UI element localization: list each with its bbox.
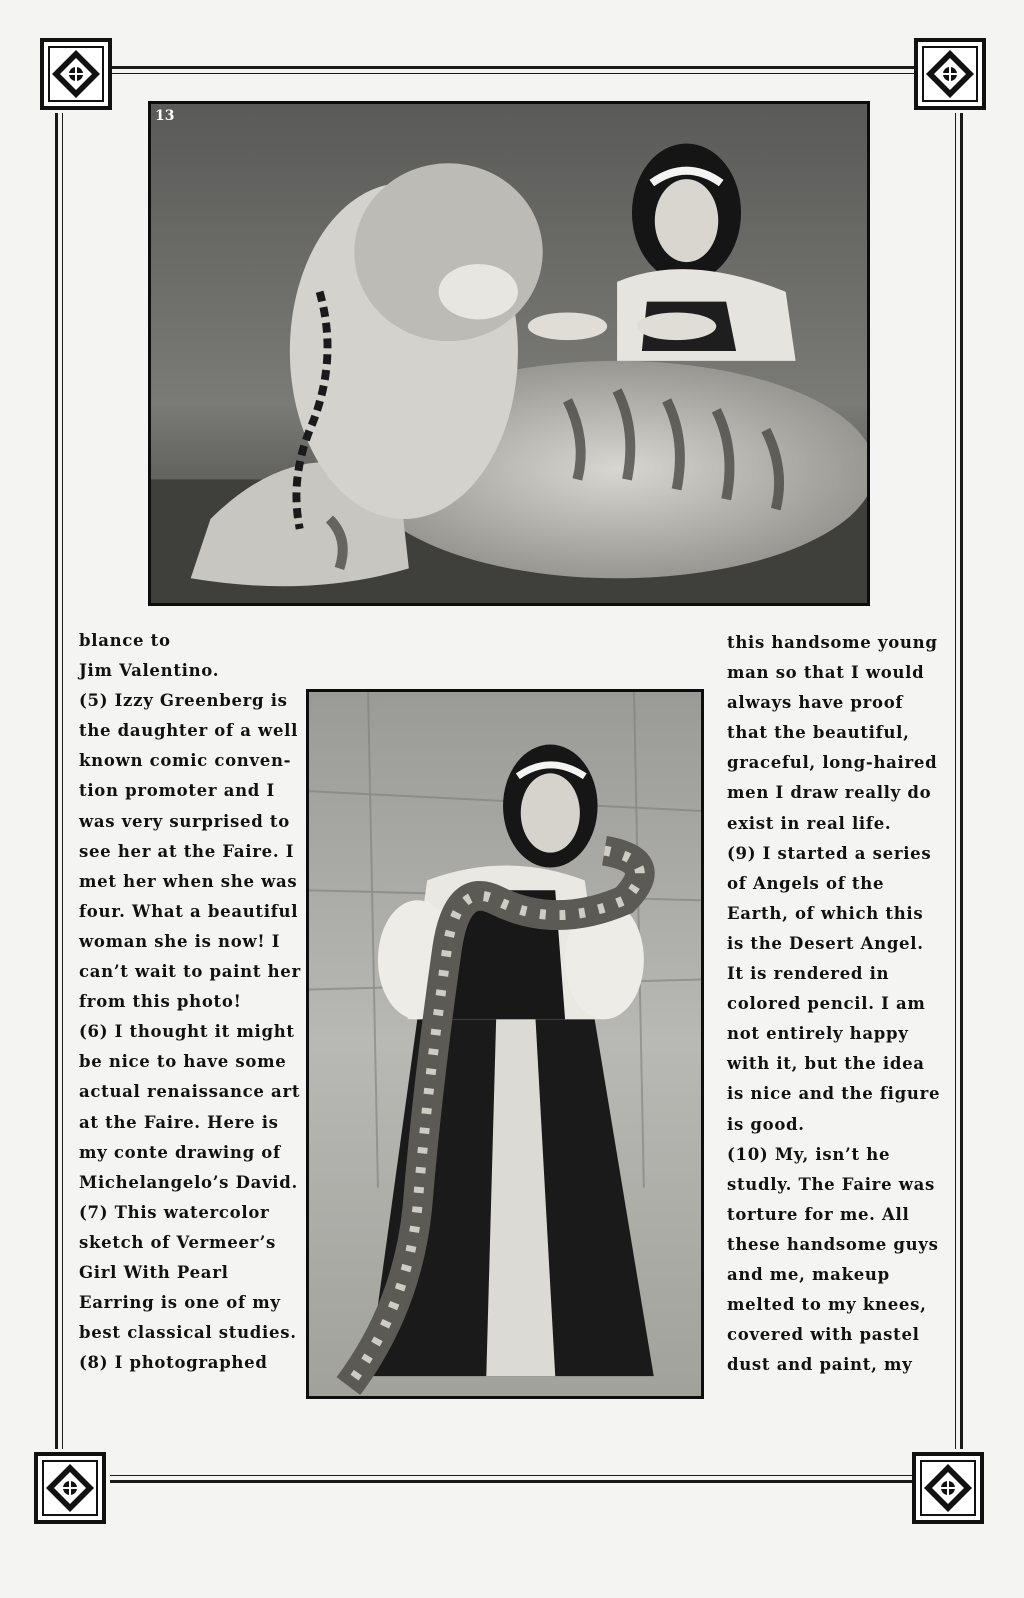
left-line: Earring is one of my — [79, 1293, 281, 1313]
corner-ornament-bottom-right — [912, 1452, 984, 1524]
right-line: is good. — [727, 1114, 805, 1134]
corner-ornament-top-left — [40, 38, 112, 110]
python-photo-illustration — [309, 692, 701, 1396]
left-line: the daughter of a well — [79, 721, 299, 741]
right-line: that the beautiful, — [727, 723, 910, 743]
right-line: (10) My, isn’t he — [727, 1144, 891, 1164]
right-line: is the Desert Angel. — [727, 933, 924, 953]
right-line: men I draw really do — [727, 783, 932, 803]
right-line: Earth, of which this — [727, 903, 924, 923]
right-line: not entirely happy — [727, 1024, 909, 1044]
left-line: Michelangelo’s David. — [79, 1172, 298, 1192]
celtic-knot-icon — [40, 38, 112, 110]
right-text-column — [727, 628, 940, 1380]
left-line: from this photo! — [79, 992, 242, 1012]
right-line: always have proof — [727, 693, 904, 713]
right-line: dust and paint, my — [727, 1355, 913, 1375]
photo-number: 13 — [155, 108, 175, 124]
right-line: covered with pastel — [727, 1325, 920, 1345]
right-line: with it, but the idea — [727, 1054, 925, 1074]
right-line: is nice and the figure — [727, 1084, 941, 1104]
left-line: met her when she was — [79, 871, 298, 891]
left-line: actual renaissance art — [79, 1082, 301, 1102]
right-line: colored pencil. I am — [727, 994, 926, 1014]
left-line: four. What a beautiful — [79, 901, 299, 921]
left-line: was very surprised to — [79, 811, 290, 831]
right-line: (9) I started a series — [727, 843, 932, 863]
left-line: Jim Valentino. — [79, 661, 220, 681]
left-line: my conte drawing of — [79, 1142, 281, 1162]
right-line: studly. The Faire was — [727, 1174, 936, 1194]
left-line: Girl With Pearl — [79, 1262, 229, 1282]
corner-ornament-bottom-left — [34, 1452, 106, 1524]
border-bottom-inner — [110, 1475, 916, 1476]
right-line: exist in real life. — [727, 813, 892, 833]
right-line: man so that I would — [727, 663, 925, 683]
border-bottom-outer — [110, 1480, 916, 1483]
left-line: woman she is now! I — [79, 931, 281, 951]
left-text-column — [79, 626, 301, 1378]
left-line: at the Faire. Here is — [79, 1112, 279, 1132]
right-line: melted to my knees, — [727, 1295, 927, 1315]
left-line: see her at the Faire. I — [79, 841, 295, 861]
border-left-inner — [62, 113, 63, 1449]
corner-ornament-top-right — [914, 38, 986, 110]
photo-woman-with-python — [306, 689, 704, 1399]
left-line: (8) I photographed — [79, 1353, 268, 1373]
left-line: blance to — [79, 631, 171, 650]
liger-photo-illustration — [151, 104, 867, 603]
left-line: sketch of Vermeer’s — [79, 1232, 277, 1252]
border-right-outer — [960, 113, 963, 1449]
right-line: torture for me. All — [727, 1204, 910, 1224]
left-line: tion promoter and I — [79, 781, 275, 801]
left-line: can’t wait to paint her — [79, 962, 301, 982]
right-line: this handsome young — [727, 633, 938, 652]
left-line: be nice to have some — [79, 1052, 287, 1072]
celtic-knot-icon — [914, 38, 986, 110]
left-line: (6) I thought it might — [79, 1022, 295, 1042]
celtic-knot-icon — [912, 1452, 984, 1524]
border-right-inner — [955, 113, 956, 1449]
border-left-outer — [55, 113, 58, 1449]
left-line: known comic conven- — [79, 751, 292, 771]
right-line: and me, makeup — [727, 1264, 890, 1284]
right-line: graceful, long-haired — [727, 753, 938, 773]
right-line: of Angels of the — [727, 873, 885, 893]
left-line: (5) Izzy Greenberg is — [79, 691, 288, 711]
photo-woman-with-liger — [148, 101, 870, 606]
border-top-outer — [110, 66, 916, 69]
left-line: (7) This watercolor — [79, 1202, 270, 1222]
right-line: these handsome guys — [727, 1234, 939, 1254]
celtic-knot-icon — [34, 1452, 106, 1524]
border-top-inner — [110, 73, 916, 74]
left-line: best classical studies. — [79, 1323, 297, 1343]
right-line: It is rendered in — [727, 964, 890, 984]
